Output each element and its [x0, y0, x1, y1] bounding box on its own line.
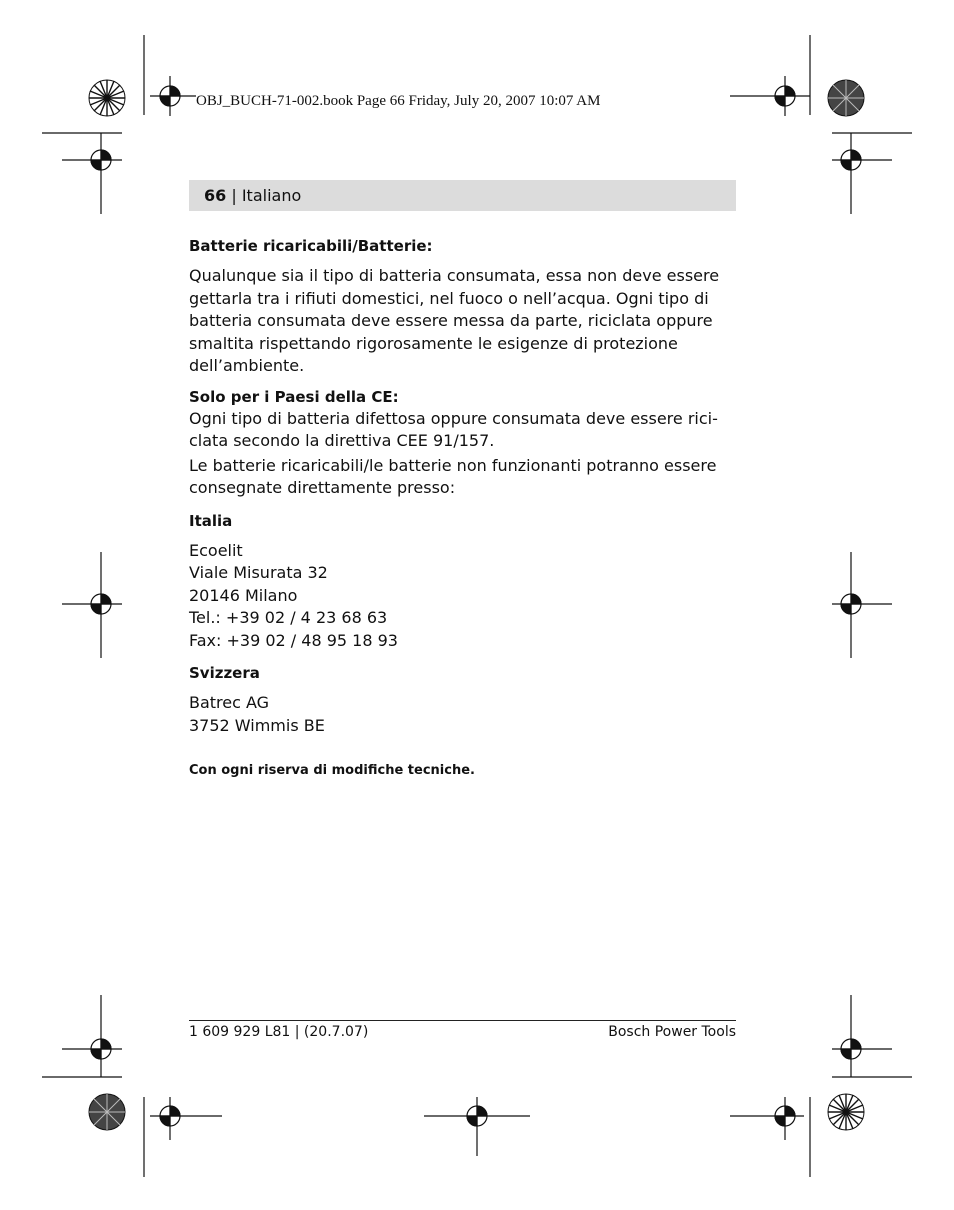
text-line: clata secondo la direttiva CEE 91/157.: [189, 431, 495, 450]
eu-paragraph: [189, 408, 736, 453]
registration-target-icon: [62, 552, 122, 658]
text-line: Qualunque sia il tipo di batteria consumata, essa non deve essere: [189, 266, 720, 285]
footer-document-code: 1 609 929 L81 | (20.7.07): [189, 1024, 369, 1040]
registration-target-icon: [730, 1097, 804, 1140]
registration-target-icon: [62, 995, 122, 1077]
text-line: gettarla tra i rifiuti domestici, nel fuoco o nell’acqua. Ogni tipo di: [189, 288, 709, 308]
batteries-paragraph: [189, 265, 736, 378]
registration-target-icon: [832, 133, 892, 214]
print-header: OBJ_BUCH-71-002.book Page 66 Friday, July 20, 2007 10:07 AM: [196, 93, 601, 109]
registration-target-icon: [62, 133, 122, 214]
swiss-address: [189, 692, 736, 737]
registration-target-icon: [832, 995, 892, 1077]
italy-address: [189, 540, 736, 653]
technical-changes-note: Con ogni riserva di modifiche tecniche.: [189, 763, 475, 778]
address-line: Fax: +39 02 / 48 95 18 93: [189, 630, 398, 650]
text-line: Le batterie ricaricabili/le batterie non funzionanti potranno essere: [189, 455, 717, 475]
italy-heading: Italia: [189, 511, 233, 530]
eu-heading: Solo per i Paesi della CE:: [189, 387, 399, 406]
registration-target-icon: [424, 1097, 530, 1156]
text-line: dell’ambiente.: [189, 356, 305, 375]
address-line: 3752 Wimmis BE: [189, 715, 325, 735]
page-header-bar: [189, 180, 736, 211]
starburst-target-icon: [89, 1094, 125, 1130]
address-line: 20146 Milano: [189, 585, 298, 605]
address-line: Tel.: +39 02 / 4 23 68 63: [189, 608, 388, 627]
footer-divider: [189, 1020, 736, 1021]
swiss-heading: Svizzera: [189, 664, 260, 682]
address-line: Viale Misurata 32: [189, 563, 328, 582]
page-number: 66: [204, 186, 227, 205]
footer-brand: Bosch Power Tools: [608, 1024, 736, 1040]
page-content: [189, 235, 736, 778]
page-header-separator: |: [226, 186, 242, 205]
text-line: smaltita rispettando rigorosamente le esigenze di protezione: [189, 333, 678, 353]
return-paragraph: [189, 455, 736, 500]
registration-target-icon: [150, 1097, 222, 1140]
registration-target-icon: [150, 76, 196, 116]
text-line: consegnate direttamente presso:: [189, 478, 456, 497]
address-line: Ecoelit: [189, 540, 243, 560]
registration-target-icon: [832, 552, 892, 658]
batteries-heading: Batterie ricaricabili/Batterie:: [189, 237, 433, 255]
address-line: Batrec AG: [189, 693, 270, 712]
starburst-target-icon: [89, 80, 125, 116]
text-line: Ogni tipo di batteria difettosa oppure consumata deve essere rici-: [189, 408, 718, 428]
registration-target-icon: [730, 76, 810, 116]
starburst-target-icon: [828, 1094, 864, 1130]
starburst-target-icon: [828, 80, 864, 116]
text-line: batteria consumata deve essere messa da parte, riciclata oppure: [189, 311, 713, 330]
page-language: Italiano: [241, 186, 302, 205]
